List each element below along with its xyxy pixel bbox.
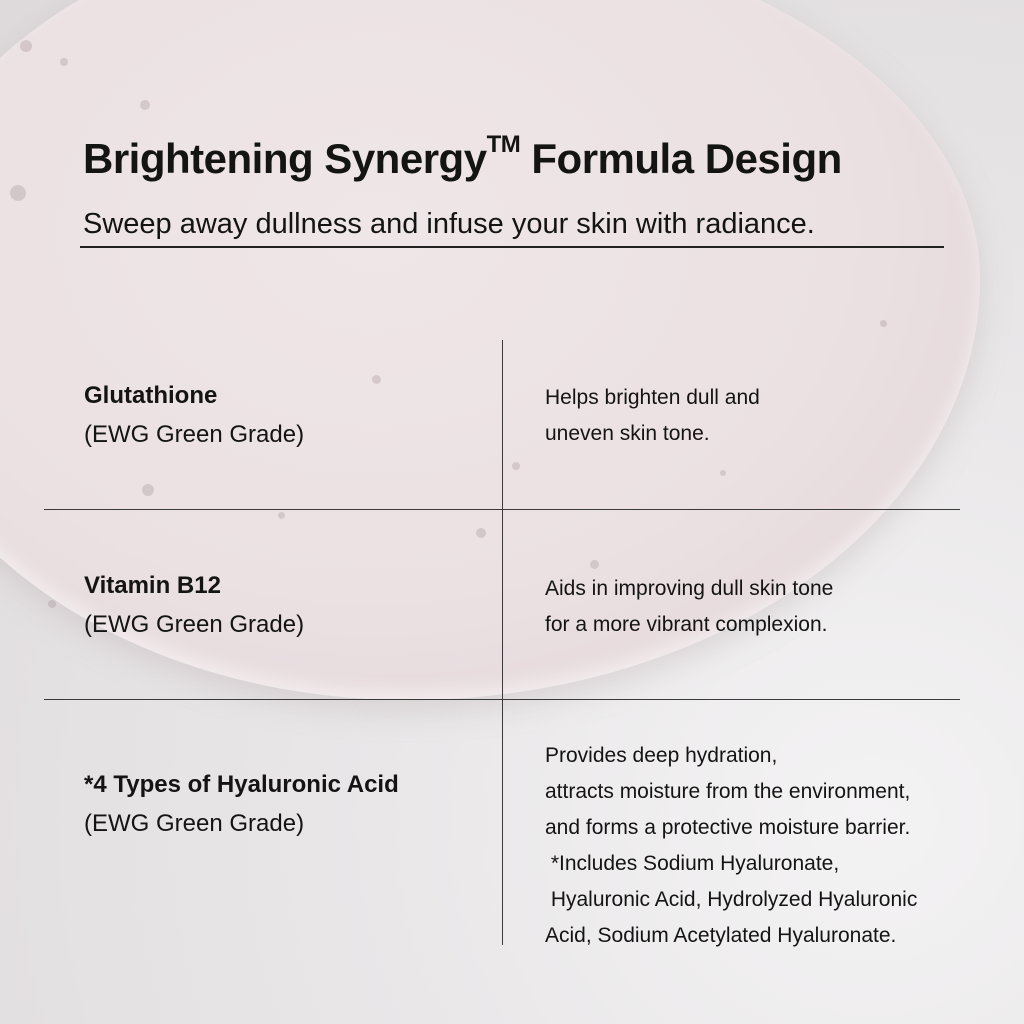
bubble <box>590 560 599 569</box>
bubble <box>512 462 520 470</box>
ingredient-description: Provides deep hydration, attracts moisture from the environment, and forms a protective moisture barrier. *Includes Sodium Hyaluronate, Hyaluronic Acid, Hydrolyzed Hyaluronic Acid, Sodium Acetylated Hyaluronate. <box>545 744 918 947</box>
ingredient-grade: (EWG Green Grade) <box>84 611 305 638</box>
bubble <box>20 40 32 52</box>
bubble <box>10 185 26 201</box>
bubble <box>278 512 285 519</box>
page-title: Brightening Synergy™ Formula Design <box>83 131 842 182</box>
bubble <box>140 100 150 110</box>
ingredient-description: Helps brighten dull and uneven skin tone. <box>545 386 760 445</box>
ingredient-name: *4 Types of Hyaluronic Acid <box>84 771 399 798</box>
ingredient-name: Glutathione <box>84 382 218 409</box>
page-subtitle: Sweep away dullness and infuse your skin with radiance. <box>83 208 815 240</box>
bubble <box>880 320 887 327</box>
bubble <box>476 528 486 538</box>
ingredient-grade: (EWG Green Grade) <box>84 810 305 837</box>
ingredient-name: Vitamin B12 <box>84 572 221 599</box>
bubble <box>142 484 154 496</box>
bubble <box>372 375 381 384</box>
table-column-divider <box>502 340 503 945</box>
subtitle-underline <box>80 246 944 248</box>
ingredient-description: Aids in improving dull skin tone for a more vibrant complexion. <box>545 577 834 636</box>
bubble <box>720 470 726 476</box>
trademark-mark: TM <box>486 131 521 158</box>
table-row-divider <box>44 509 960 510</box>
ingredient-grade: (EWG Green Grade) <box>84 421 305 448</box>
bubble <box>48 600 56 608</box>
bubble <box>60 58 68 66</box>
table-row-divider <box>44 699 960 700</box>
